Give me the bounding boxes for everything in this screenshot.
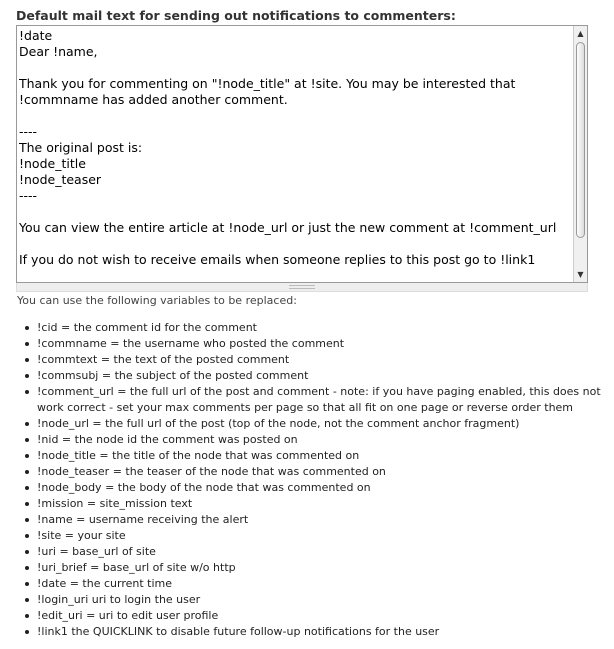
variable-item xyxy=(24,448,604,464)
variable-item xyxy=(24,528,604,544)
bullet-icon xyxy=(25,614,29,618)
variable-item xyxy=(24,512,604,528)
bullet-icon xyxy=(25,550,29,554)
bullet-icon xyxy=(25,630,29,634)
variable-text: !mission = site_mission text xyxy=(37,497,193,510)
bullet-icon xyxy=(25,566,29,570)
variable-item xyxy=(24,576,604,592)
variable-item xyxy=(24,384,604,416)
variable-text: !date = the current time xyxy=(37,577,173,590)
variable-item xyxy=(24,496,604,512)
variable-item xyxy=(24,368,604,384)
variable-item xyxy=(24,592,604,608)
mail-text-label: Default mail text for sending out notifications to commenters: xyxy=(16,8,456,23)
textarea-scrollbar[interactable] xyxy=(573,26,587,282)
bullet-icon xyxy=(25,486,29,490)
variable-text: !link1 the QUICKLINK to disable future follow-up notifications for the user xyxy=(37,625,440,638)
variable-text: !uri = base_url of site xyxy=(37,545,156,558)
variable-text: !name = username receiving the alert xyxy=(37,513,249,526)
variable-item xyxy=(24,320,604,336)
bullet-icon xyxy=(25,582,29,586)
variables-list xyxy=(24,320,604,640)
bullet-icon xyxy=(25,534,29,538)
variable-item xyxy=(24,544,604,560)
variable-text: !node_title = the title of the node that was commented on xyxy=(37,449,360,462)
mail-text-textarea[interactable] xyxy=(16,25,588,283)
bullet-icon xyxy=(25,390,29,394)
bullet-icon xyxy=(25,438,29,442)
bullet-icon xyxy=(25,342,29,346)
scroll-down-icon[interactable]: ▼ xyxy=(577,270,584,279)
variable-text: !uri_brief = base_url of site w/o http xyxy=(37,561,236,574)
scroll-thumb[interactable] xyxy=(576,42,585,238)
variable-text: !commname = the username who posted the comment xyxy=(37,337,345,350)
variable-item xyxy=(24,608,604,624)
variable-item xyxy=(24,432,604,448)
scroll-up-icon[interactable]: ▲ xyxy=(577,29,584,38)
variable-text: !edit_uri = uri to edit user profile xyxy=(37,609,219,622)
textarea-resize-handle[interactable] xyxy=(16,283,588,292)
variable-text: !commsubj = the subject of the posted comment xyxy=(37,369,309,382)
variable-item xyxy=(24,416,604,432)
variable-item xyxy=(24,336,604,352)
variable-item xyxy=(24,464,604,480)
variable-item xyxy=(24,480,604,496)
variable-item xyxy=(24,352,604,368)
variable-item xyxy=(24,624,604,640)
variable-text: !node_url = the full url of the post (top of the node, not the comment anchor fragment) xyxy=(37,417,520,430)
variable-text: !site = your site xyxy=(37,529,126,542)
variable-item xyxy=(24,560,604,576)
bullet-icon xyxy=(25,470,29,474)
grip-lines-icon xyxy=(289,285,315,289)
bullet-icon xyxy=(25,358,29,362)
variable-text: !nid = the node id the comment was posted on xyxy=(37,433,298,446)
variable-text: !cid = the comment id for the comment xyxy=(37,321,257,334)
bullet-icon xyxy=(25,598,29,602)
bullet-icon xyxy=(25,326,29,330)
variable-text: !node_teaser = the teaser of the node that was commented on xyxy=(37,465,386,478)
bullet-icon xyxy=(25,422,29,426)
variable-text: !comment_url = the full url of the post and comment - note: if you have paging enabled, this does not work correct - set your max comments per page so that all fit on one page or reverse order them xyxy=(37,385,601,414)
mail-text-content[interactable]: !date Dear !name, Thank you for commenting on "!node_title" at !site. You may be interested that !commname has added another comment. ---- The original post is: !node_title !node_teaser ---- You can view the entire article at !node_url or just the new comment at !comment_url If you do not wish to receive emails when someone replies to this post go to !link1 xyxy=(19,28,557,267)
bullet-icon xyxy=(25,518,29,522)
variables-help-text: You can use the following variables to be replaced: xyxy=(17,294,297,307)
bullet-icon xyxy=(25,454,29,458)
bullet-icon xyxy=(25,374,29,378)
bullet-icon xyxy=(25,502,29,506)
variable-text: !login_uri uri to login the user xyxy=(37,593,201,606)
variable-text: !commtext = the text of the posted comment xyxy=(37,353,290,366)
variable-text: !node_body = the body of the node that was commented on xyxy=(37,481,371,494)
